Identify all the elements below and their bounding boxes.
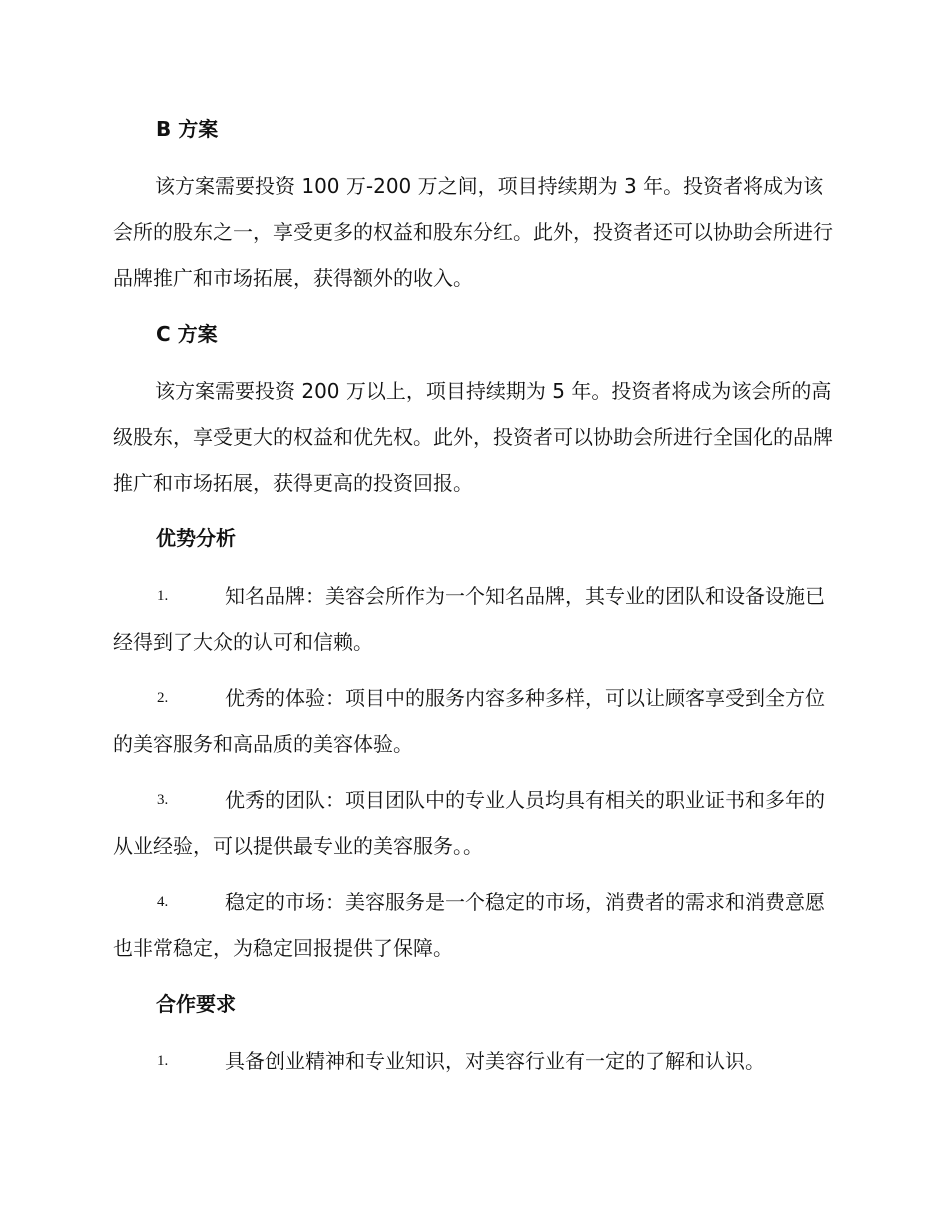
advantage-item	[113, 675, 833, 767]
list-item-text: 知名品牌：美容会所作为一个知名品牌，其专业的团队和设备设施已经得到了大众的认可和信赖。	[113, 584, 825, 654]
list-item-text: 具备创业精神和专业知识，对美容行业有一定的了解和认识。	[225, 1049, 765, 1073]
list-number: 4.	[157, 894, 169, 910]
requirement-item	[113, 1038, 833, 1084]
advantages-heading: 优势分析	[156, 526, 236, 550]
list-number: 1.	[157, 1053, 169, 1069]
advantage-item	[113, 777, 833, 869]
list-number: 1.	[157, 588, 169, 604]
plan-c-heading: C 方案	[156, 322, 218, 346]
requirements-heading: 合作要求	[156, 992, 236, 1016]
list-item-text: 优秀的团队：项目团队中的专业人员均具有相关的职业证书和多年的从业经验，可以提供最专业的美容服务。。	[113, 788, 825, 858]
advantage-item	[113, 573, 833, 665]
list-number: 3.	[157, 792, 169, 808]
list-item-text: 稳定的市场：美容服务是一个稳定的市场，消费者的需求和消费意愿也非常稳定，为稳定回报提供了保障。	[113, 890, 825, 960]
plan-c-paragraph: 该方案需要投资 200 万以上，项目持续期为 5 年。投资者将成为该会所的高级股东，享受更大的权益和优先权。此外，投资者可以协助会所进行全国化的品牌推广和市场拓展，获得更高的投资回报。	[113, 379, 833, 495]
plan-b-heading: B 方案	[156, 117, 219, 141]
advantage-item	[113, 879, 833, 971]
list-number: 2.	[157, 690, 169, 706]
plan-b-paragraph: 该方案需要投资 100 万-200 万之间，项目持续期为 3 年。投资者将成为该会所的股东之一，享受更多的权益和股东分红。此外，投资者还可以协助会所进行品牌推广和市场拓展，获得额外的收入。	[113, 174, 833, 290]
list-item-text: 优秀的体验：项目中的服务内容多种多样，可以让顾客享受到全方位的美容服务和高品质的美容体验。	[113, 686, 825, 756]
